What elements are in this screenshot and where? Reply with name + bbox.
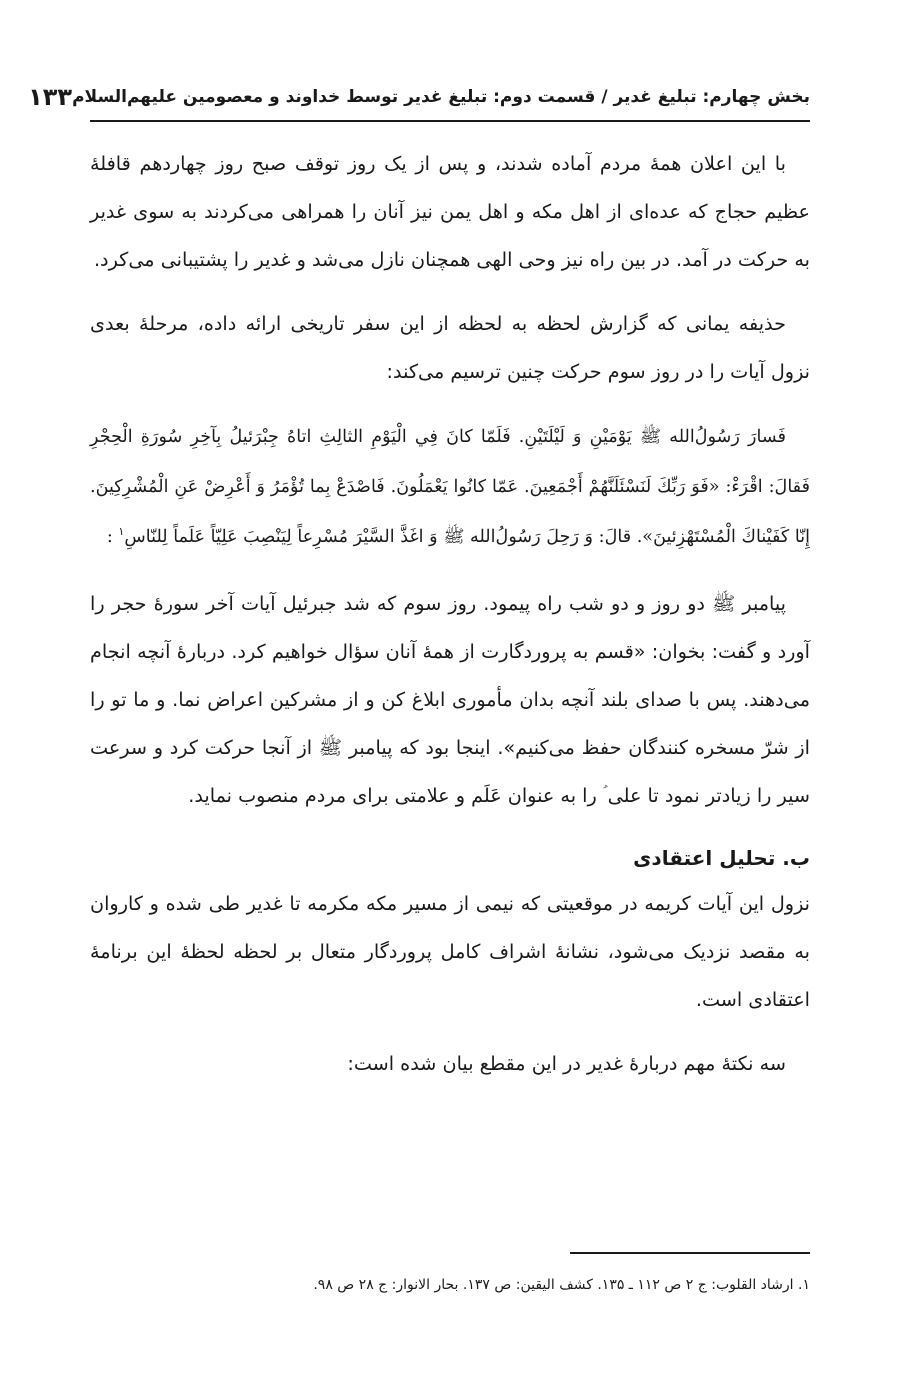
- paragraph: حذیفه یمانی که گزارش لحظه به لحظه از این سفر تاریخی ارائه داده، مرحلهٔ بعدی نزول آیات را در روز سوم حرکت چنین ترسیم می‌کند:: [90, 312, 810, 383]
- section-paragraph: نزول این آیات کریمه در موقعیتی که نیمی از مسیر مکه مکرمه تا غدیر طی شده و کاروان به مقصد نزدیک می‌شود، نشانهٔ اشراف کامل پروردگار متعال بر لحظه لحظهٔ این برنامهٔ اعتقادی است.: [90, 892, 810, 1011]
- page-number: ۱۳۳: [28, 83, 73, 111]
- arabic-quote-text: فَسارَ رَسُولُ‌الله ﷺ يَوْمَيْنِ وَ لَيْلَتَيْنِ. فَلَمّا كانَ فِي الْيَوْمِ الثالِثِ اتاهُ جِبْرَئيلُ بِآخِرِ سُورَةِ الْحِجْرِ فَقالَ: اقْرَءْ: «فَوَ رَبِّكَ لَنَسْئَلَنَّهُمْ أَجْمَعِينَ. عَمّا كانُوا يَعْمَلُونَ. فَاصْدَعْ بِما تُؤْمَرُ وَ أَعْرِضْ عَنِ الْمُشْرِكِينَ. إِنّا كَفَيْناكَ الْمُسْتَهْزِئينَ». قالَ: وَ رَحِلَ رَسُولُ‌الله ﷺ وَ اغَذَّ السَّيْرَ مُسْرِعاً لِيَنْصِبَ عَلِيّاً عَلَماً لِلنّاسِ: [90, 427, 810, 547]
- paragraph: با این اعلان همهٔ مردم آماده شدند، و پس از یک روز توقف صبح روز چهاردهم قافلهٔ عظیم حجاج که عده‌ای از اهل مکه و اهل یمن نیز آنان را همراهی می‌کردند به سوی غدیر به حرکت در آمد. در بین راه نیز وحی الهی همچنان نازل می‌شد و غدیر را پشتیبانی می‌کرد.: [90, 152, 810, 271]
- page-body: [90, 140, 810, 1104]
- footnote-divider: [570, 1252, 810, 1254]
- footnote-reference: ۱: [118, 525, 125, 539]
- footnote: ۱. ارشاد القلوب: ج ۲ ص ۱۱۲ ـ ۱۳۵. کشف الیقین: ص ۱۳۷. بحار الانوار: ج ۲۸ ص ۹۸.: [313, 1277, 810, 1293]
- section-heading: ب. تحلیل اعتقادی: [633, 846, 810, 870]
- book-page: [28, 0, 810, 1390]
- section-paragraph: سه نکتهٔ مهم دربارهٔ غدیر در این مقطع بیان شده است:: [347, 1052, 786, 1075]
- page-header: [28, 74, 810, 122]
- translation-paragraph: پیامبر ﷺ دو روز و دو شب راه پیمود. روز سوم که شد جبرئیل آیات آخر سورهٔ حجر را آورد و گفت: بخوان: «قسم به پروردگارت از همهٔ آنان سؤال خواهیم کرد. دربارهٔ آنچه انجام می‌دهند. پس با صدای بلند آنچه بدان مأموری ابلاغ کن و از مشرکین اعراض نما. و ما تو را از شرّ مسخره کنندگان حفظ می‌کنیم». اینجا بود که پیامبر ﷺ از آنجا حرکت کرد و سرعت سیر را زیادتر نمود تا علی ؑ را به عنوان عَلَم و علامتی برای مردم منصوب نماید.: [90, 592, 810, 807]
- arabic-quote: [90, 412, 810, 562]
- running-title: بخش چهارم: تبلیغ غدیر / قسمت دوم: تبلیغ غدیر توسط خداوند و معصومین عليهم‌السلام: [72, 87, 810, 107]
- arabic-quote-colon: :: [106, 527, 113, 547]
